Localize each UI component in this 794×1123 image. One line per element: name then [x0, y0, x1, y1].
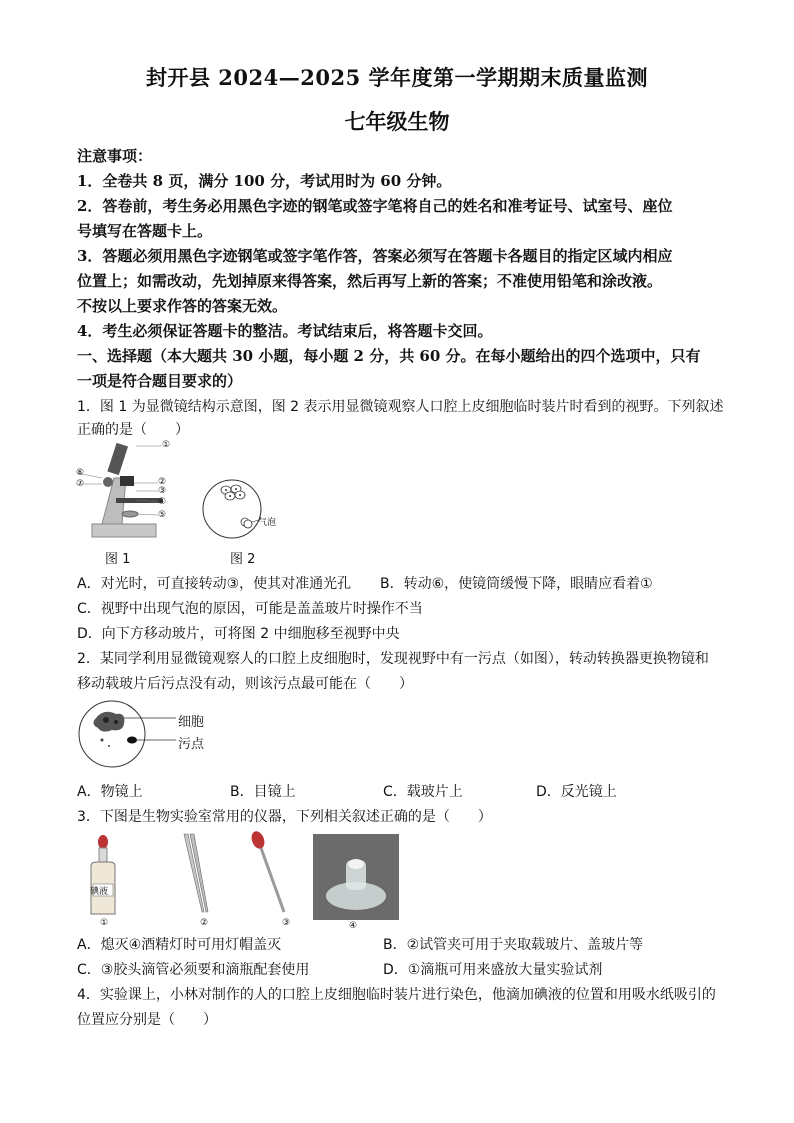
q1-option-a: A．对光时，可直接转动③，使其对准通光孔 [77, 576, 352, 592]
coarse-focus-knob [103, 477, 113, 487]
q3-stem: 3．下图是生物实验室常用的仪器，下列相关叙述正确的是（ ） [77, 809, 492, 825]
fig1-caption: 图 1 [105, 552, 131, 567]
exam-subtitle: 七年级生物 [344, 109, 450, 134]
note-4: 4．考生必须保证答题卡的整洁。考试结束后，将答题卡交回。 [77, 322, 493, 340]
air-bubble [244, 520, 252, 528]
fig1-label-5: ⑤ [158, 510, 167, 520]
q4-stem-line2: 位置应分别是（ ） [77, 1012, 217, 1028]
instrument-label-3: ③ [282, 918, 291, 928]
note-3-line2: 位置上；如需改动，先划掉原来得答案，然后再写上新的答案；不准使用铅笔和涂改液。 [77, 272, 663, 290]
dropper-tube [261, 848, 284, 912]
q2-option-a: A．物镜上 [77, 784, 143, 800]
dirt-spot [127, 737, 137, 744]
instrument-label-4: ④ [349, 921, 358, 931]
fig1-label-3: ③ [158, 486, 167, 496]
q1-option-c: C．视野中出现气泡的原因，可能是盖盖玻片时操作不当 [77, 601, 423, 617]
fig1-label-4: ④ [158, 497, 167, 507]
instrument-label-2: ② [200, 918, 209, 928]
microscope-view-with-spot [76, 698, 186, 770]
note-2-line1: 2．答卷前，考生务必用黑色字迹的钢笔或签字笔将自己的姓名和准考证号、试室号、座位 [77, 197, 673, 215]
q1-option-b: B．转动⑥，使镜筒缓慢下降，眼睛应看着① [380, 576, 653, 592]
q3-option-a: A．熄灭④酒精灯时可用灯帽盖灭 [77, 937, 282, 953]
alcohol-lamp-figure [313, 834, 399, 920]
q2-cell-label: 细胞 [178, 715, 205, 730]
note-2-line2: 号填写在答题卡上。 [77, 222, 213, 240]
bottle-label-text: 碘液 [90, 887, 109, 897]
view-circle [79, 701, 145, 767]
q4-stem-line1: 4．实验课上，小林对制作的人的口腔上皮细胞临时装片进行染色，他滴加碘液的位置和用吸水纸吸引的 [77, 987, 716, 1003]
q2-option-d: D．反光镜上 [536, 784, 617, 800]
fig1-label-2: ② [158, 477, 167, 487]
instrument-label-1: ① [100, 918, 109, 928]
note-3-line3: 不按以上要求作答的答案无效。 [77, 297, 288, 315]
notes-heading: 注意事项： [77, 147, 153, 165]
rubber-bulb [98, 835, 108, 849]
q2-stem-line2: 移动载玻片后污点没有动，则该污点最可能在（ ） [77, 676, 413, 692]
dropper-bottle-figure [83, 834, 123, 930]
q1-stem-line2: 正确的是（ ） [77, 422, 189, 438]
q2-spot-label: 污点 [178, 737, 205, 752]
field-of-view-figure [202, 476, 262, 542]
section-1-heading-line1: 一、选择题（本大题共 30 小题，每小题 2 分，共 60 分。在每小题给出的四个选项中，只有 [77, 347, 701, 365]
q3-option-c: C．③胶头滴管必须要和滴瓶配套使用 [77, 962, 310, 978]
microscope-nosepiece [120, 476, 134, 486]
dropper-bulb [249, 830, 266, 851]
note-3-line1: 3．答题必须用黑色字迹钢笔或签字笔作答，答案必须写在答题卡各题目的指定区域内相应 [77, 247, 673, 265]
microscope-mirror [122, 511, 138, 517]
fig1-label-1: ① [162, 440, 171, 450]
q2-option-c: C．载玻片上 [383, 784, 463, 800]
microscope-base [92, 524, 156, 537]
q1-stem-line1: 1．图 1 为显微镜结构示意图，图 2 表示用显微镜观察人口腔上皮细胞临时装片时看到的视野。下列叙述 [77, 399, 724, 415]
q2-stem-line1: 2．某同学利用显微镜观察人的口腔上皮细胞时，发现视野中有一污点（如图），转动转换器更换物镜和 [77, 651, 709, 667]
forceps-figure [178, 832, 218, 928]
note-1: 1．全卷共 8 页，满分 100 分，考试用时为 60 分钟。 [77, 172, 452, 190]
microscope-tube [107, 443, 128, 475]
q1-option-d: D．向下方移动玻片，可将图 2 中细胞移至视野中央 [77, 626, 400, 642]
q3-option-d: D．①滴瓶可用来盛放大量实验试剂 [383, 962, 603, 978]
fig1-label-7: ⑦ [76, 479, 85, 489]
exam-title: 封开县 2024—2025 学年度第一学期期末质量监测 [145, 65, 648, 90]
dropper-figure [248, 830, 291, 928]
fig2-caption: 图 2 [230, 552, 256, 567]
fig1-label-6: ⑥ [76, 468, 85, 478]
q2-option-b: B．目镜上 [230, 784, 296, 800]
section-1-heading-line2: 一项是符合题目要求的） [77, 372, 243, 390]
fig2-bubble-label: 气泡 [258, 518, 277, 528]
q3-option-b: B．②试管夹可用于夹取载玻片、盖玻片等 [383, 937, 644, 953]
